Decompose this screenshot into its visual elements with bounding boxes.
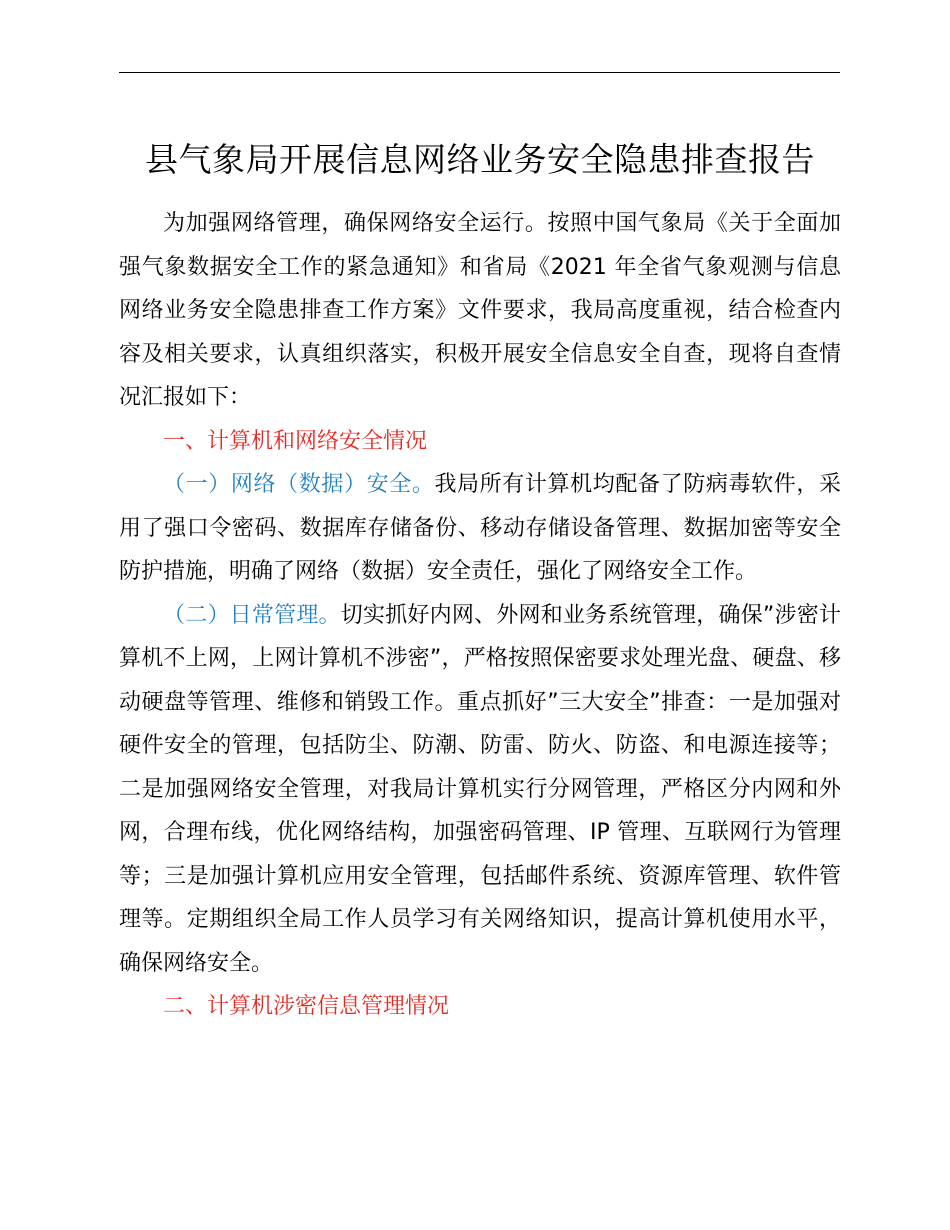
- section-1-sub-1-text: 我局所有计算机均配备了防病毒软件，采用了强口令密码、数据库存储备份、移动存储设备管理、数据加密等安全防护措施，明确了网络（数据）安全责任，强化了网络安全工作。: [119, 472, 841, 584]
- section-1-heading: 一、计算机和网络安全情况: [163, 428, 428, 454]
- document-title: 县气象局开展信息网络业务安全隐患排查报告: [145, 140, 815, 179]
- document-body: [119, 202, 841, 1029]
- section-1-sub-1-paragraph: [119, 463, 841, 594]
- header-rule: [119, 72, 840, 73]
- section-1-sub-2-label: （二）日常管理。: [163, 602, 341, 628]
- section-1-sub-2-text: 切实抓好内网、外网和业务系统管理，确保”涉密计算机不上网，上网计算机不涉密”，严格按照保密要求处理光盘、硬盘、移动硬盘等管理、维修和销毁工作。重点抓好”三大安全”排查：一是加强对硬件安全的管理，包括防尘、防潮、防雷、防火、防盗、和电源连接等；二是加强网络安全管理，对我局计算机实行分网管理，严格区分内网和外网，合理布线，优化网络结构，加强密码管理、IP 管理、互联网行为管理等；三是加强计算机应用安全管理，包括邮件系统、资源库管理、软件管理等。定期组织全局工作人员学习有关网络知识，提高计算机使用水平，确保网络安全。: [119, 602, 841, 976]
- section-1-sub-1-label: （一）网络（数据）安全。: [163, 472, 435, 497]
- section-2-heading: 二、计算机涉密信息管理情况: [163, 994, 450, 1019]
- section-1-sub-2-paragraph: [119, 594, 841, 986]
- intro-paragraph: 为加强网络管理，确保网络安全运行。按照中国气象局《关于全面加强气象数据安全工作的紧急通知》和省局《2021 年全省气象观测与信息网络业务安全隐患排查工作方案》文件要求，我局高度重视，结合检查内容及相关要求，认真组织落实，积极开展安全信息安全自查，现将自查情况汇报如下：: [119, 211, 841, 410]
